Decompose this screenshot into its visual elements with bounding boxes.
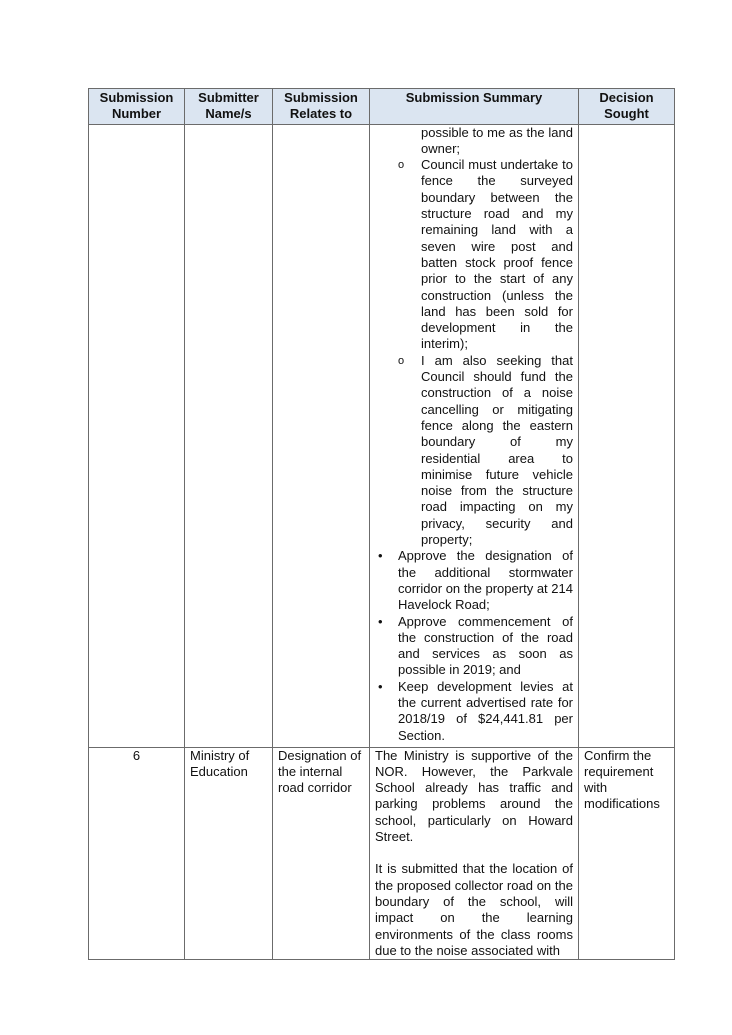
cell-names-empty — [185, 124, 273, 747]
cell-submitter-names: Ministry of Education — [185, 747, 273, 960]
summary-paragraph: The Ministry is supportive of the NOR. However, the Parkvale School already has traffic and parking problems around the school, particularly on Howard Street. — [375, 747, 573, 845]
cell-decision-sought: Confirm the requirement with modifications — [579, 747, 675, 960]
header-row — [89, 89, 675, 125]
sub-item: o Council must undertake to fence the surveyed boundary between the structure road and my remaining land with a seven wire post and batten stock proof fence prior to the start of any construction (unless the land has been sold for development in the interim); — [421, 157, 573, 353]
cell-summary — [370, 747, 579, 960]
cell-number-empty — [89, 124, 185, 747]
summary-paragraph: It is submitted that the location of the proposed collector road on the boundary of the school, will impact on the learning environments of the class rooms due to the noise associated with — [375, 861, 573, 958]
sub-item: possible to me as the land owner; — [421, 124, 573, 156]
bullet-list — [375, 548, 573, 744]
cell-summary-continued — [370, 124, 579, 747]
cell-relates-to: Designation of the internal road corridor — [273, 747, 370, 960]
header-submission-relates-to: Submission Relates to — [273, 89, 370, 125]
bullet-item: • Approve commencement of the construction of the road and services as soon as possible in 2019; and — [398, 614, 573, 679]
cell-submission-number: 6 — [89, 747, 185, 960]
header-submitter-names: Submitter Name/s — [185, 89, 273, 125]
sub-item: o I am also seeking that Council should fund the construction of a noise cancelling or mitigating fence along the eastern boundary of my residential area to minimise future vehicle noise from the structure road impacting on my privacy, security and property; — [421, 353, 573, 549]
header-decision-sought: Decision Sought — [579, 89, 675, 125]
bullet-item: • Keep development levies at the current advertised rate for 2018/19 of $24,441.81 per Section. — [398, 679, 573, 744]
header-submission-summary: Submission Summary — [370, 89, 579, 125]
table-row — [89, 124, 675, 747]
header-submission-number: Submission Number — [89, 89, 185, 125]
cell-decision-empty — [579, 124, 675, 747]
bullet-item: • Approve the designation of the additional stormwater corridor on the property at 214 Havelock Road; — [398, 548, 573, 613]
table-row — [89, 747, 675, 960]
sub-item-list — [375, 125, 573, 549]
cell-relates-empty — [273, 124, 370, 747]
paragraph-gap — [375, 845, 573, 861]
submissions-table — [88, 88, 675, 960]
